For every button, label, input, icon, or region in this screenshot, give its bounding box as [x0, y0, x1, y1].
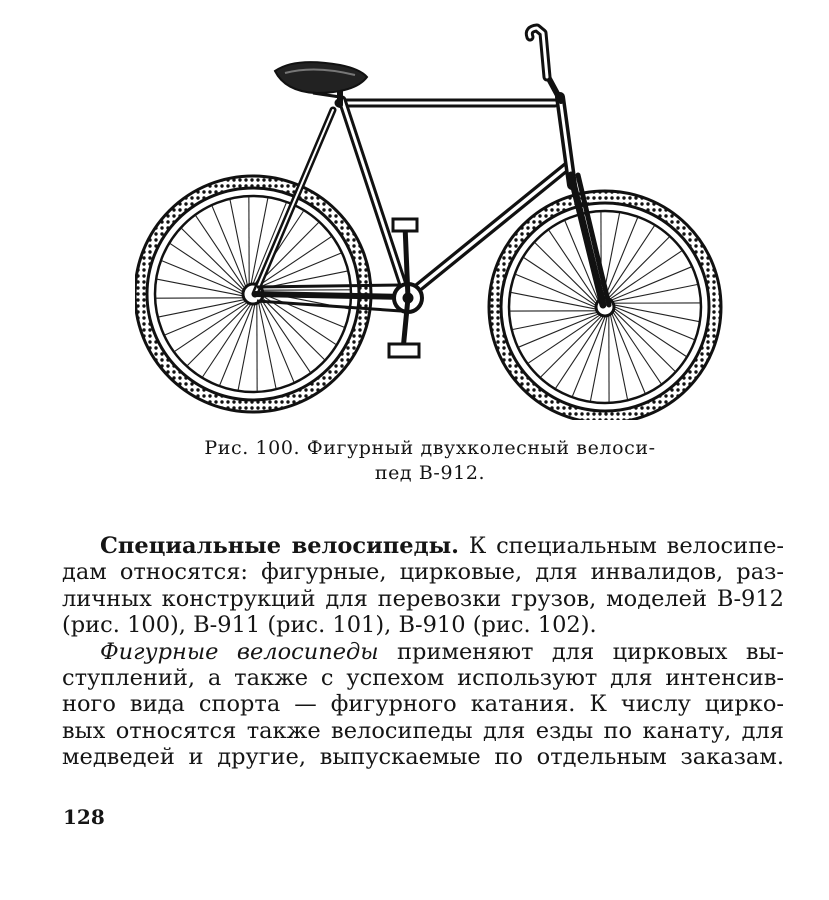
saddle — [275, 62, 367, 97]
wheel-spoke — [556, 317, 603, 388]
wheel-spoke — [159, 300, 245, 317]
wheel-spoke — [238, 304, 255, 390]
section-heading: Специальные велосипеды. — [100, 533, 459, 559]
page-number: 128 — [63, 805, 105, 829]
wheel-spoke — [511, 292, 595, 308]
text-line: личных конструкций для перевозки грузов, моделей В-912 — [62, 585, 784, 612]
wheel-spoke — [613, 285, 697, 302]
wheel-spoke — [607, 226, 654, 297]
body-text — [62, 533, 784, 771]
text-line: ступлений, а также с успехом используют для интенсив- — [62, 665, 784, 692]
text-fragment: К специальным велосипе- — [458, 533, 784, 559]
wheel-spoke — [615, 305, 699, 321]
figure-caption — [150, 436, 710, 486]
wheel-spoke — [157, 279, 243, 296]
text-line: ного вида спорта — фигурного катания. К числу цирко- — [62, 691, 784, 718]
text-line: медведей и другие, выпускаемые по отдельным заказам. — [62, 744, 784, 771]
wheel-spoke — [513, 313, 597, 330]
wheel-spoke — [203, 304, 251, 377]
wheel-spoke — [259, 302, 276, 388]
bicycle-illustration — [135, 15, 735, 420]
text-fragment: применяют для цирковых вы- — [378, 638, 784, 665]
text-line: вых относятся также велосипеды для езды по канату, для — [62, 717, 784, 744]
caption-line: Рис. 100. Фигурный двухколесный велоси- — [204, 437, 656, 459]
paragraph-special-bicycles — [62, 533, 784, 639]
wheel-spoke — [615, 309, 686, 356]
wheel-spoke — [524, 258, 595, 305]
italic-term: Фигурные велосипеды — [100, 638, 379, 665]
text-line — [62, 639, 784, 665]
wheel-spoke — [590, 317, 606, 401]
wheel-spoke — [611, 315, 628, 399]
caption-line: пед В-912. — [374, 462, 486, 484]
wheel-spoke — [230, 200, 247, 286]
text-line: дам относятся: фигурные, цирковые, для инвалидов, раз- — [62, 559, 784, 586]
paragraph-figure-bicycles — [62, 639, 784, 771]
text-line — [62, 533, 784, 559]
text-line: (рис. 100), В-911 (рис. 101), В-910 (рис. 102). — [62, 612, 597, 639]
wheel-spoke — [170, 244, 243, 292]
